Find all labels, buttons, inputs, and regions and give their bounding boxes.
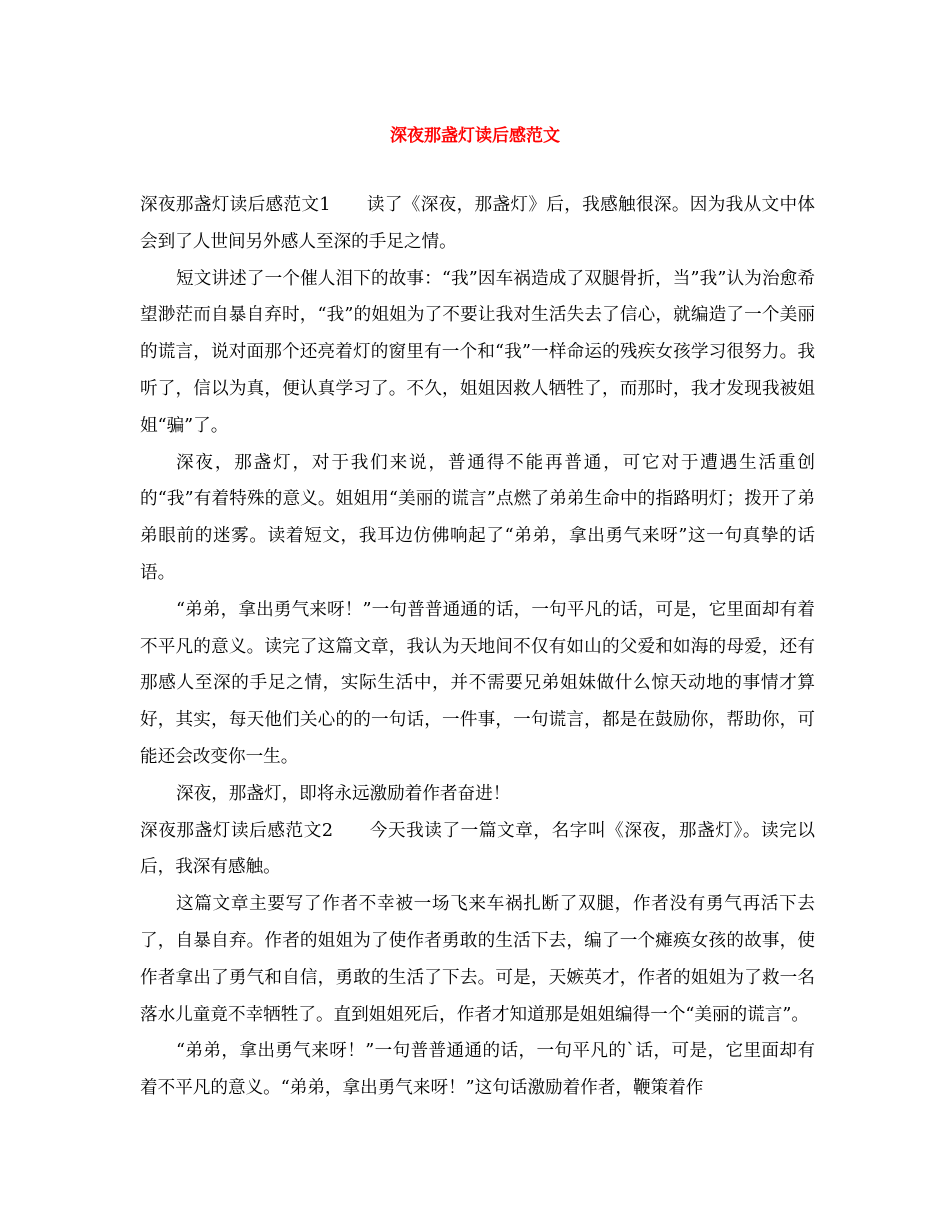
section2-intro: 今天我读了一篇文章，名字叫《深夜，那盏灯》。读完以后，我深有感触。 (140, 820, 816, 878)
section1-intro: 读了《深夜，那盏灯》后，我感触很深。因为我从文中体会到了人世间另外感人至深的手足之情。 (140, 195, 815, 252)
section1-first-paragraph (140, 187, 815, 261)
paragraph: 深夜，那盏灯，即将永远激励着作者奋进！ (176, 783, 511, 804)
paragraph: “弟弟，拿出勇气来呀！”一句普普通通的话，一句平凡的话，可是，它里面却有着不平凡的意义。读完了这篇文章，我认为天地间不仅有如山的父爱和如海的母爱，还有那感人至深的手足之情，实际生活中，并不需要兄弟姐妹做什么惊天动地的事情才算好，其实，每天他们关心的的一句话，一件事，一句谎言，都是在鼓励你，帮助你，可能还会改变你一生。 (140, 599, 815, 767)
section1-heading: 深夜那盏灯读后感范文1 (140, 195, 331, 215)
paragraph: 这篇文章主要写了作者不幸被一场飞来车祸扎断了双腿，作者没有勇气再活下去了，自暴自弃。作者的姐姐为了使作者勇敢的生活下去，编了一个瘫痪女孩的故事，使作者拿出了勇气和自信，勇敢的生活了下去。可是，天嫉英才，作者的姐姐为了救一名落水儿童竟不幸牺牲了。直到姐姐死后，作者才知道那是姐姐编得一个“美丽的谎言”。 (140, 894, 815, 1025)
section2-heading: 深夜那盏灯读后感范文2 (140, 820, 334, 841)
section2-first-paragraph (140, 813, 815, 887)
paragraph: 短文讲述了一个催人泪下的故事：“我”因车祸造成了双腿骨折，当”我”认为治愈希望渺茫而自暴自弃时，“我”的姐姐为了不要让我对生活失去了信心，就编造了一个美丽的谎言，说对面那个还亮着灯的窗里有一个和“我”一样命运的残疾女孩学习很努力。我听了，信以为真，便认真学习了。不久，姐姐因救人牺牲了，而那时，我才发现我被姐姐“骗”了。 (140, 268, 815, 436)
paragraph: “弟弟，拿出勇气来呀！”一句普普通通的话，一句平凡的`话，可是，它里面却有着不平凡的意义。“弟弟，拿出勇气来呀！”这句话激励着作者，鞭策着作 (140, 1041, 815, 1099)
document-title: 深夜那盏灯读后感范文 (390, 126, 560, 146)
paragraph: 深夜，那盏灯，对于我们来说，普通得不能再普通，可它对于遭遇生活重创的“我”有着特殊的意义。姐姐用“美丽的谎言”点燃了弟弟生命中的指路明灯；拨开了弟弟眼前的迷雾。读着短文，我耳边仿佛响起了“弟弟，拿出勇气来呀”这一句真挚的话语。 (140, 452, 815, 583)
document-body (140, 187, 815, 1107)
